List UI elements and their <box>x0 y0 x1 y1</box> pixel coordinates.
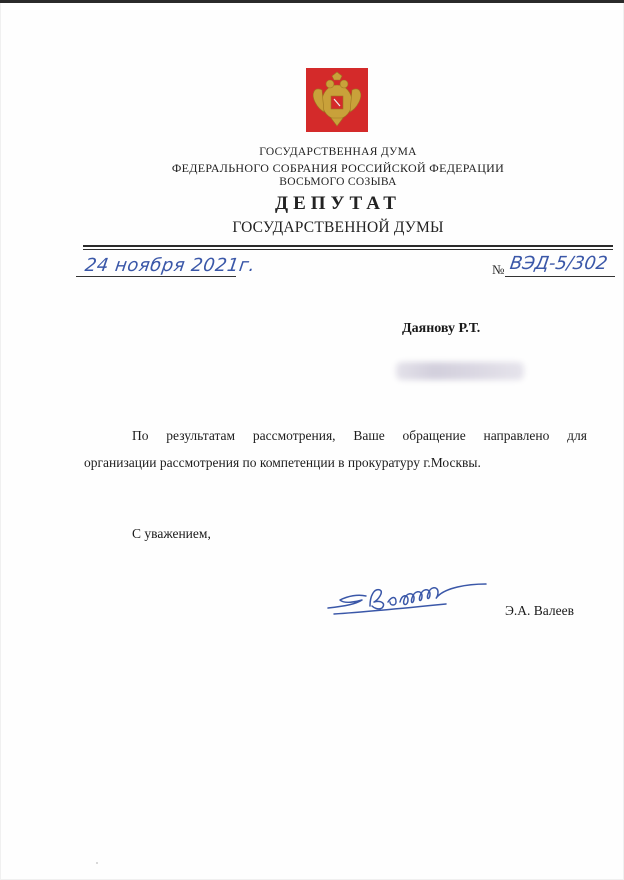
handwritten-reference-number: ВЭД-5/302 <box>508 253 609 274</box>
header-line-federal-assembly: ФЕДЕРАЛЬНОГО СОБРАНИЯ РОССИЙСКОЙ ФЕДЕРАЦИИ <box>171 161 505 175</box>
body-paragraph-line-1: По результатам рассмотрения, Ваше обращение направлено для <box>132 428 587 443</box>
date-underline <box>76 276 236 277</box>
header-title: ДЕПУТАТ <box>275 193 401 214</box>
header-rule-thin <box>83 249 613 250</box>
header-rule-thick <box>83 245 613 247</box>
top-edge-shadow <box>0 0 624 3</box>
handwritten-signature <box>326 578 496 620</box>
paper-speck <box>96 862 98 864</box>
header-line-duma: ГОСУДАРСТВЕННАЯ ДУМА <box>259 146 417 158</box>
addressee-name: Даянову Р.Т. <box>402 321 481 336</box>
handwritten-date: 24 ноября 2021г. <box>83 255 257 276</box>
number-sign: № <box>492 262 505 277</box>
signer-name: Э.А. Валеев <box>505 603 574 618</box>
header-line-convocation: ВОСЬМОГО СОЗЫВА <box>279 176 397 188</box>
body-paragraph-line-2: организации рассмотрения по компетенции в прокуратуру г.Москвы. <box>84 455 481 470</box>
russian-coat-of-arms-icon <box>306 68 368 132</box>
closing-phrase: С уважением, <box>132 526 211 541</box>
header-subtitle: ГОСУДАРСТВЕННОЙ ДУМЫ <box>232 219 444 236</box>
number-underline <box>505 276 615 277</box>
redacted-address <box>396 362 524 380</box>
